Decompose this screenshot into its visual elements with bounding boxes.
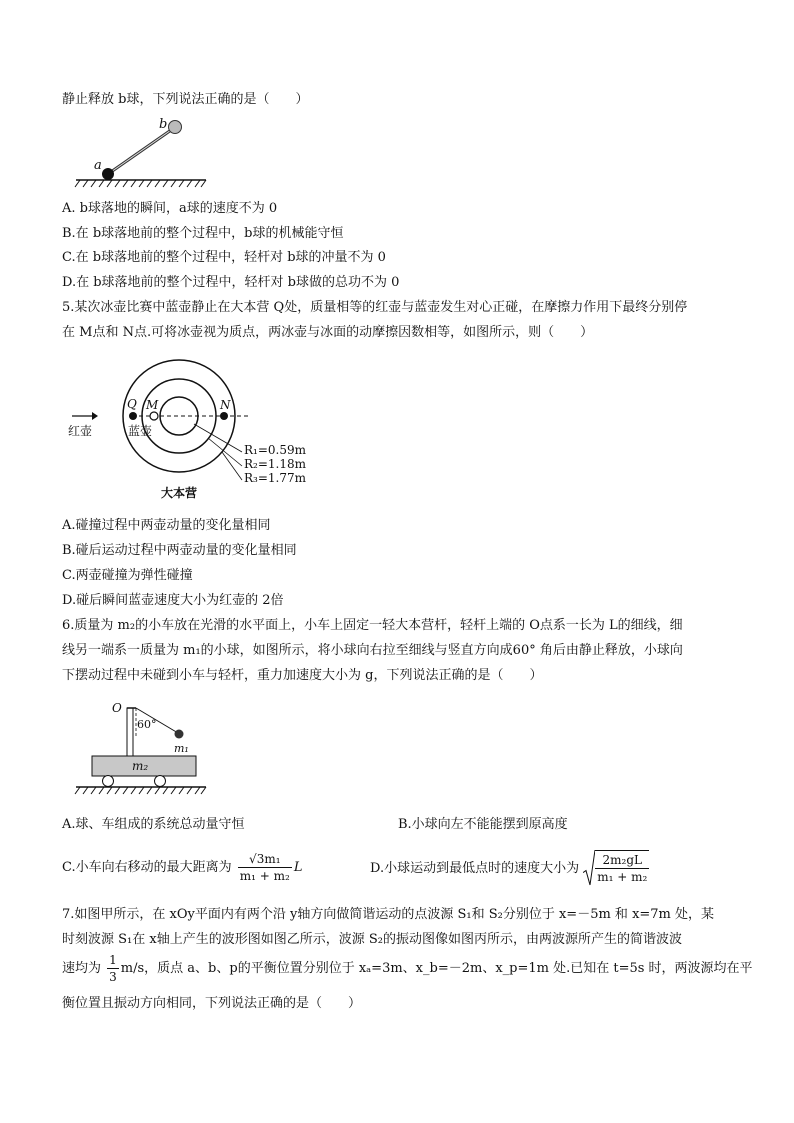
label-r2: R₂=1.18m <box>244 457 306 471</box>
q6-option-c-suffix: L <box>293 860 303 875</box>
label-m: M <box>146 398 159 412</box>
q6-option-d <box>370 850 649 890</box>
q4-option-d: D.在 b球落地前的整个过程中，轻杆对 b球做的总功不为 0 <box>62 275 400 290</box>
q6-option-a: A.球、车组成的系统总动量守恒 <box>62 817 245 832</box>
q6-option-d-denominator: m₁ + m₂ <box>597 870 648 884</box>
q6-option-c-denominator: m₁ + m₂ <box>239 869 290 883</box>
q7-speed-denominator: 3 <box>109 970 117 984</box>
q5-stem-line1: 5.某次冰壶比赛中蓝壶静止在大本营 Q处，质量相等的红壶与蓝壶发生对心正碰，在摩擦力作用下最终分别停 <box>62 300 688 315</box>
label-red-stone: 红壶 <box>68 424 93 438</box>
q4-option-c: C.在 b球落地前的整个过程中，轻杆对 b球的冲量不为 0 <box>62 250 386 265</box>
label-q: Q <box>127 397 137 411</box>
q4-stem-tail: 静止释放 b球，下列说法正确的是（ ） <box>62 92 309 107</box>
house-caption: 大本营 <box>161 486 198 500</box>
q5-stem-line2: 在 M点和 N点.可将冰壶视为质点，两冰壶与冰面的动摩擦因数相等，如图所示，则（ ） <box>62 325 594 340</box>
q7-speed-numerator: 1 <box>109 953 117 967</box>
stone-q <box>129 412 137 420</box>
q7-speed-fraction <box>107 952 119 985</box>
ring-r1 <box>160 397 198 435</box>
q5-option-b: B.碰后运动过程中两壶动量的变化量相同 <box>62 543 297 558</box>
label-r1: R₁=0.59m <box>244 443 306 457</box>
q6-option-c-prefix: C.小车向右移动的最大距离为 <box>62 860 232 875</box>
ground-hatch <box>75 180 206 187</box>
label-o: O <box>112 701 122 715</box>
q4-option-b: B.在 b球落地前的整个过程中，b球的机械能守恒 <box>62 226 344 241</box>
radical-sign-icon <box>583 850 595 887</box>
q4-figure <box>74 114 214 190</box>
ball-a <box>102 168 114 180</box>
q5-option-a: A.碰撞过程中两壶动量的变化量相同 <box>62 518 271 533</box>
q6-option-d-sqrt <box>583 850 649 887</box>
q5-option-d: D.碰后瞬间蓝壶速度大小为红壶的 2倍 <box>62 593 284 608</box>
label-m2: m₂ <box>132 759 149 773</box>
leader-r1 <box>194 424 242 452</box>
label-angle: 60° <box>137 718 157 731</box>
q6-option-c <box>62 850 302 890</box>
light-pole <box>127 708 133 756</box>
q4-option-a: A. b球落地的瞬间，a球的速度不为 0 <box>62 201 278 216</box>
q7-stem-line1: 7.如图甲所示，在 xOy平面内有两个沿 y轴方向做简谐运动的点波源 S₁和 S₂分别位于 x=－5m 和 x=7m 处，某 <box>62 907 715 922</box>
q6-stem-line1: 6.质量为 m₂的小车放在光滑的水平面上，小车上固定一轻大本营杆，轻杆上端的 O点系一长为 L的细线，细 <box>62 618 683 633</box>
q5-option-c: C.两壶碰撞为弹性碰撞 <box>62 568 193 583</box>
stone-n <box>220 412 228 420</box>
label-a: a <box>94 158 102 173</box>
q7-stem-line3-prefix: 速均为 <box>62 961 102 976</box>
q6-stem-line2: 线另一端系一质量为 m₁的小球，如图所示，将小球向右拉至细线与竖直方向成60° 角后由静止释放，小球向 <box>62 643 683 658</box>
cart-wheel-left <box>103 776 114 787</box>
label-m1: m₁ <box>174 742 189 755</box>
q6-option-b: B.小球向左不能能摆到原高度 <box>398 817 568 832</box>
leader-r3 <box>222 452 242 480</box>
label-r3: R₃=1.77m <box>244 471 306 485</box>
q5-house-figure <box>66 356 316 506</box>
q7-stem-line4: 衡位置且振动方向相同，下列说法正确的是（ ） <box>62 996 362 1011</box>
q6-option-d-numerator: 2m₂gL <box>595 852 649 869</box>
q6-stem-line3: 下摆动过程中未碰到小车与轻杆，重力加速度大小为 g，下列说法正确的是（ ） <box>62 668 543 683</box>
q7-stem-line3-suffix: m/s，质点 a、b、p的平衡位置分别位于 xₐ=3m、x_b=－2m、x_p=1m 处.已知在 t=5s 时，两波源均在平 <box>120 961 753 976</box>
stone-m <box>150 412 158 420</box>
label-n: N <box>220 398 231 412</box>
ground-hatch <box>75 787 206 794</box>
label-b: b <box>159 117 168 132</box>
ball-b <box>169 121 182 134</box>
q7-stem-line3 <box>62 952 753 988</box>
ball-m1 <box>175 730 184 739</box>
q6-option-c-numerator: √3m₁ <box>238 851 292 868</box>
q6-option-d-fraction <box>595 852 649 885</box>
q7-stem-line2: 时刻波源 S₁在 x轴上产生的波形图如图乙所示，波源 S₂的振动图像如图丙所示，由两波源所产生的简谐波波 <box>62 932 682 947</box>
q6-option-c-fraction <box>238 851 292 884</box>
q6-cart-figure <box>74 700 214 798</box>
label-blue-stone: 蓝壶 <box>128 424 153 438</box>
cart-wheel-right <box>155 776 166 787</box>
q6-option-d-prefix: D.小球运动到最低点时的速度大小为 <box>370 861 580 876</box>
